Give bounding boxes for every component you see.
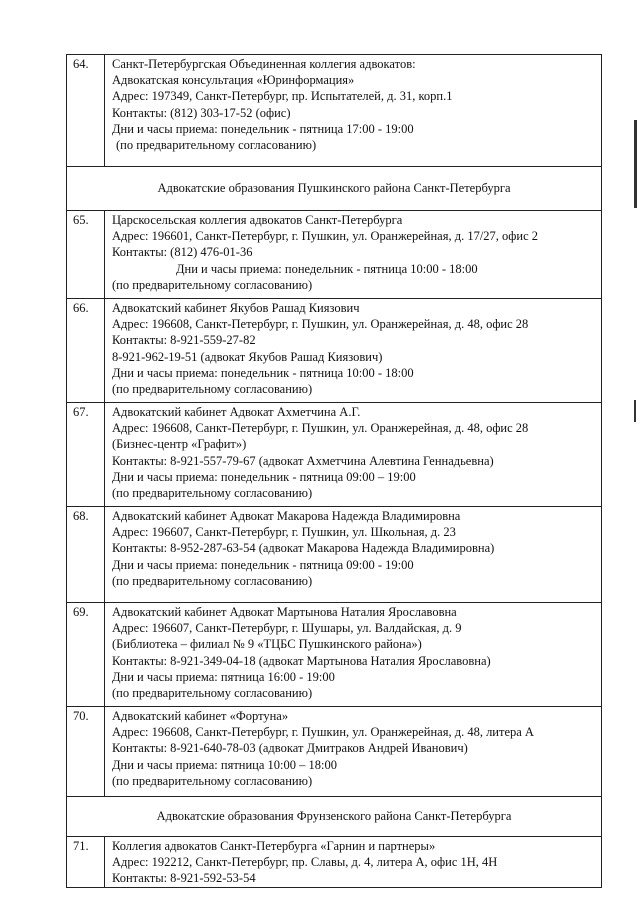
entry-details bbox=[105, 211, 602, 299]
registry-table-body bbox=[67, 55, 602, 888]
entry-line: Контакты: 8-921-592-53-54 bbox=[112, 871, 256, 886]
entry-line: (по предварительному согласованию) bbox=[112, 382, 313, 397]
entry-details bbox=[105, 707, 602, 797]
entry-details bbox=[105, 55, 602, 167]
entry-line: Контакты: (812) 476-01-36 bbox=[112, 245, 253, 260]
table-row bbox=[67, 837, 602, 888]
entry-number: 64. bbox=[67, 55, 105, 167]
entry-line: Дни и часы приема: понедельник - пятница 09:00 – 19:00 bbox=[112, 469, 416, 484]
scan-edge-mark bbox=[634, 120, 637, 208]
entry-line: Адвокатский кабинет Адвокат Ахметчина А.Г. bbox=[112, 405, 361, 419]
entry-number: 71. bbox=[67, 837, 105, 888]
entry-number: 66. bbox=[67, 299, 105, 403]
section-header-row bbox=[67, 797, 602, 837]
table-row bbox=[67, 707, 602, 797]
entry-line: Царскосельская коллегия адвокатов Санкт-Петербурга bbox=[112, 213, 403, 227]
entry-number: 70. bbox=[67, 707, 105, 797]
entry-line: Контакты: 8-921-640-78-03 (адвокат Дмитраков Андрей Иванович) bbox=[112, 741, 468, 756]
entry-line: Адвокатский кабинет «Фортуна» bbox=[112, 709, 289, 723]
registry-table bbox=[66, 54, 602, 888]
entry-line: Адвокатский кабинет Якубов Рашад Киязович bbox=[112, 301, 360, 315]
entry-line: (по предварительному согласованию) bbox=[116, 138, 317, 153]
entry-line: Дни и часы приема: пятница 10:00 – 18:00 bbox=[112, 757, 337, 772]
scan-edge-mark bbox=[634, 400, 636, 422]
entry-line: Адрес: 196608, Санкт-Петербург, г. Пушкин, ул. Оранжерейная, д. 48, офис 28 bbox=[112, 317, 529, 332]
entry-line: 8-921-962-19-51 (адвокат Якубов Рашад Киязович) bbox=[112, 349, 383, 364]
entry-line: Адрес: 192212, Санкт-Петербург, пр. Славы, д. 4, литера А, офис 1Н, 4Н bbox=[112, 855, 498, 870]
entry-details bbox=[105, 299, 602, 403]
entry-line: Дни и часы приема: понедельник - пятница 09:00 - 19:00 bbox=[112, 557, 414, 572]
entry-line: Контакты: (812) 303-17-52 (офис) bbox=[112, 105, 291, 120]
entry-details bbox=[105, 837, 602, 888]
entry-line: (по предварительному согласованию) bbox=[112, 773, 313, 788]
entry-details bbox=[105, 507, 602, 603]
entry-line: Санкт-Петербургская Объединенная коллегия адвокатов: bbox=[112, 57, 416, 71]
entry-line: (Бизнес-центр «Графит») bbox=[112, 437, 247, 452]
table-row bbox=[67, 507, 602, 603]
entry-line: (по предварительному согласованию) bbox=[112, 486, 313, 501]
entry-line: Коллегия адвокатов Санкт-Петербурга «Гарнин и партнеры» bbox=[112, 839, 436, 853]
section-title: Адвокатские образования Пушкинского района Санкт-Петербурга bbox=[67, 167, 602, 211]
entry-line: Адрес: 197349, Санкт-Петербург, пр. Испытателей, д. 31, корп.1 bbox=[112, 89, 453, 104]
entry-line: Адвокатская консультация «Юринформация» bbox=[112, 73, 355, 88]
table-row bbox=[67, 211, 602, 299]
entry-line: Дни и часы приема: пятница 16:00 - 19:00 bbox=[112, 669, 335, 684]
entry-line: Адрес: 196607, Санкт-Петербург, г. Пушкин, ул. Школьная, д. 23 bbox=[112, 525, 456, 540]
table-row bbox=[67, 299, 602, 403]
entry-number: 65. bbox=[67, 211, 105, 299]
entry-line: Адрес: 196608, Санкт-Петербург, г. Пушкин, ул. Оранжерейная, д. 48, офис 28 bbox=[112, 421, 529, 436]
entry-line: Контакты: 8-921-559-27-82 bbox=[112, 333, 256, 348]
entry-line: Контакты: 8-921-349-04-18 (адвокат Мартынова Наталия Ярославовна) bbox=[112, 653, 491, 668]
table-row bbox=[67, 403, 602, 507]
entry-details bbox=[105, 603, 602, 707]
entry-line: (по предварительному согласованию) bbox=[112, 686, 313, 701]
entry-line: Адрес: 196601, Санкт-Петербург, г. Пушкин, ул. Оранжерейная, д. 17/27, офис 2 bbox=[112, 229, 539, 244]
entry-line: (Библиотека – филиал № 9 «ТЦБС Пушкинского района») bbox=[112, 637, 422, 652]
entry-line: Дни и часы приема: понедельник - пятница 17:00 - 19:00 bbox=[112, 121, 414, 136]
entry-line: (по предварительному согласованию) bbox=[112, 277, 313, 292]
entry-line: Адрес: 196608, Санкт-Петербург, г. Пушкин, ул. Оранжерейная, д. 48, литера А bbox=[112, 725, 534, 740]
entry-line: Дни и часы приема: понедельник - пятница 10:00 - 18:00 bbox=[176, 261, 478, 276]
section-header-row bbox=[67, 167, 602, 211]
entry-line: (по предварительному согласованию) bbox=[112, 573, 313, 588]
entry-details bbox=[105, 403, 602, 507]
entry-line: Контакты: 8-921-557-79-67 (адвокат Ахметчина Алевтина Геннадьевна) bbox=[112, 453, 494, 468]
table-row bbox=[67, 55, 602, 167]
entry-number: 68. bbox=[67, 507, 105, 603]
entry-line: Адвокатский кабинет Адвокат Мартынова Наталия Ярославовна bbox=[112, 605, 457, 619]
section-title: Адвокатские образования Фрунзенского района Санкт-Петербурга bbox=[67, 797, 602, 837]
entry-line: Адрес: 196607, Санкт-Петербург, г. Шушары, ул. Валдайская, д. 9 bbox=[112, 621, 462, 636]
entry-line: Дни и часы приема: понедельник - пятница 10:00 - 18:00 bbox=[112, 365, 414, 380]
table-row bbox=[67, 603, 602, 707]
entry-number: 67. bbox=[67, 403, 105, 507]
entry-line: Адвокатский кабинет Адвокат Макарова Надежда Владимировна bbox=[112, 509, 461, 523]
entry-line: Контакты: 8-952-287-63-54 (адвокат Макарова Надежда Владимировна) bbox=[112, 541, 495, 556]
entry-number: 69. bbox=[67, 603, 105, 707]
